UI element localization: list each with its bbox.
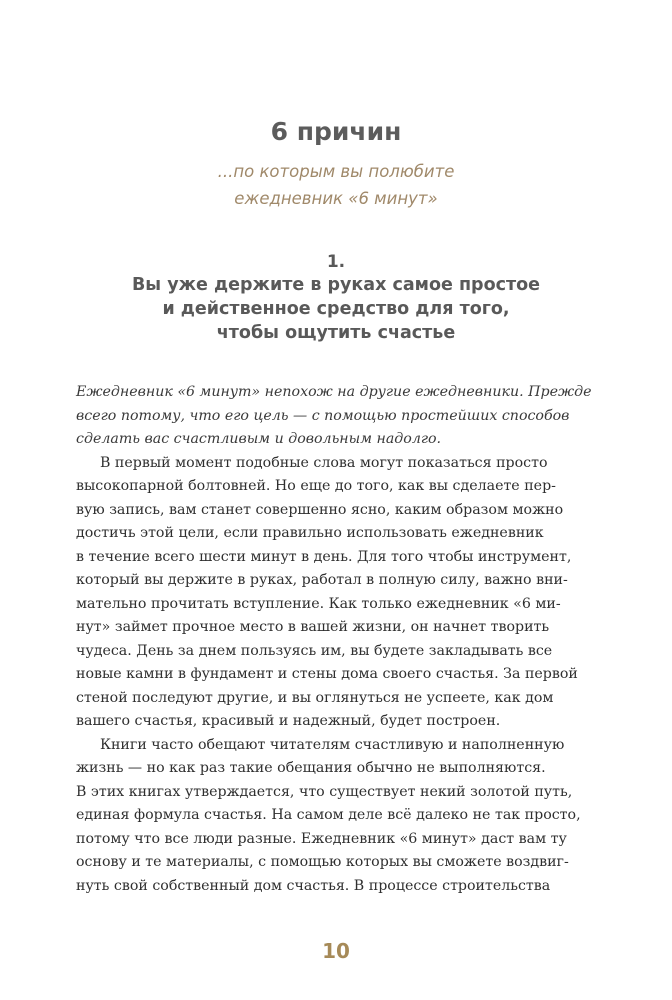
section-heading-line: и действенное средство для того,: [162, 299, 510, 319]
text-line: высокопарной болтовней. Но еще до того, как вы сделаете пер-: [76, 478, 556, 494]
text-line: В этих книгах утверждается, что существует некий золотой путь,: [76, 783, 573, 800]
text-line: основу и те материалы, с помощью которых вы сможете воздвиг-: [76, 854, 569, 870]
text-line: жизнь — но как раз такие обещания обычно не выполняются.: [76, 760, 546, 776]
page-number: 10: [322, 939, 350, 963]
chapter-subtitle-line: ...по которым вы полюбите: [217, 162, 455, 181]
chapter-subtitle-line: ежедневник «6 минут»: [234, 189, 438, 208]
chapter-subtitle: [0, 158, 672, 212]
text-line: нуть свой собственный дом счастья. В процессе строительства: [76, 877, 551, 894]
body-paragraph: [76, 734, 598, 899]
text-line: Книги часто обещают читателям счастливую и наполненную: [100, 736, 565, 753]
text-line: достичь этой цели, если правильно использовать ежедневник: [76, 525, 544, 541]
text-line: который вы держите в руках, работал в полную силу, важно вни-: [76, 572, 568, 588]
text-line: в течение всего шести минут в день. Для того чтобы инструмент,: [76, 548, 572, 565]
text-line: всего потому, что его цель — с помощью простейших способов: [76, 407, 570, 424]
text-line: вашего счастья, красивый и надежный, будет построен.: [76, 713, 501, 729]
text-line: Ежедневник «6 минут» непохож на другие ежедневники. Прежде: [76, 384, 592, 400]
text-line: чудеса. День за днем пользуясь им, вы будете закладывать все: [76, 642, 553, 659]
text-line: новые камни в фундамент и стены дома своего счастья. За первой: [76, 666, 578, 682]
body-text: [76, 381, 598, 898]
section-heading: [0, 273, 672, 345]
text-line: В первый момент подобные слова могут показаться просто: [100, 454, 548, 471]
text-line: потому что все люди разные. Ежедневник «6 минут» даст вам ту: [76, 830, 567, 847]
text-line: стеной последуют другие, и вы оглянуться не успеете, как дом: [76, 689, 554, 706]
section-number: 1.: [326, 252, 346, 272]
section-heading-line: чтобы ощутить счастье: [216, 323, 456, 343]
chapter-title: 6 причин: [270, 117, 402, 146]
text-line: мательно прочитать вступление. Как только ежедневник «6 ми-: [76, 595, 561, 612]
section-heading-line: Вы уже держите в руках самое простое: [131, 275, 541, 295]
text-line: единая формула счастья. На самом деле всё далеко не так просто,: [76, 807, 581, 823]
text-line: сделать вас счастливым и довольным надолго.: [76, 431, 442, 447]
text-line: вую запись, вам станет совершенно ясно, каким образом можно: [76, 501, 564, 518]
text-line: нут» займет прочное место в вашей жизни, он начнет творить: [76, 619, 550, 635]
body-paragraph: [76, 452, 598, 734]
intro-paragraph: [76, 381, 598, 452]
